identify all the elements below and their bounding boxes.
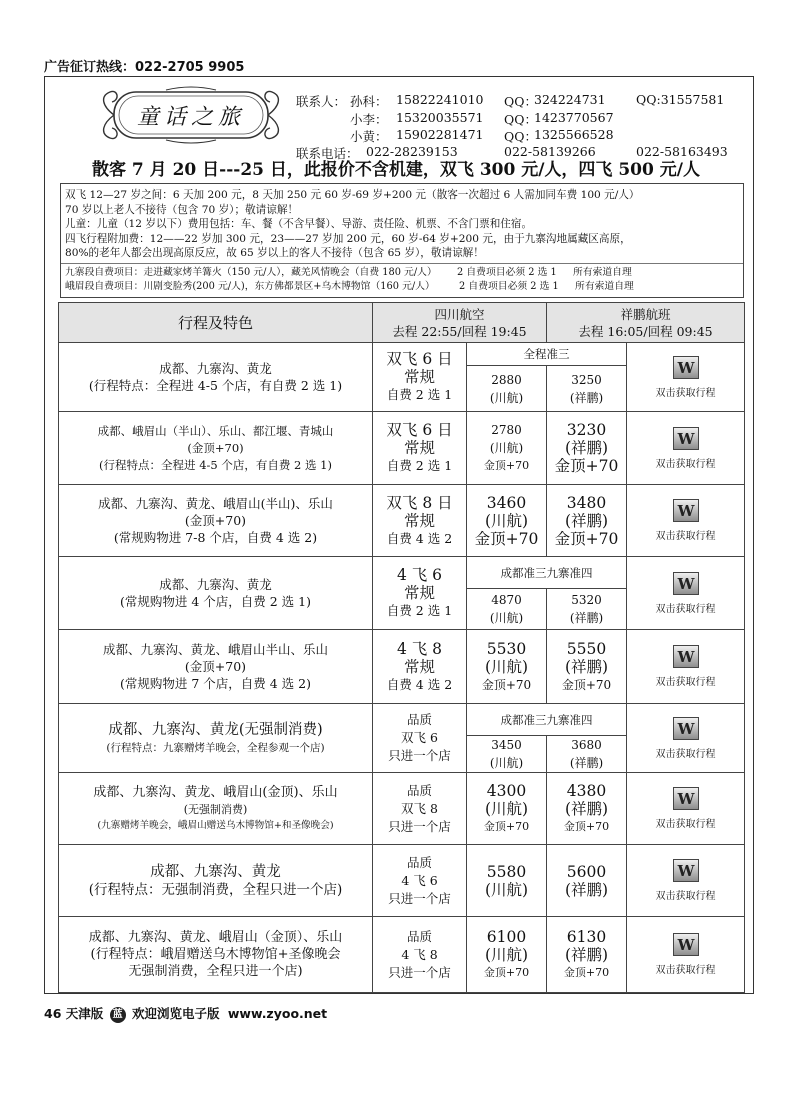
price-xiangpeng: 4380 (祥鹏) 金顶+70 (547, 773, 627, 845)
tour-type-cell (373, 343, 467, 412)
page-number: 46 天津版 (44, 1006, 104, 1021)
contact-name: 小黄： (350, 129, 388, 144)
table-row (59, 704, 745, 736)
hotel-standard: 成都准三九寨准四 (467, 557, 627, 589)
contact-name: 孙科： (350, 94, 388, 109)
itinerary-cell: 成都、九寨沟、黄龙、峨眉山（金顶）、乐山 (行程特点：峨眉赠送乌木博物馆+圣像晚会 无强制消费，全程只进一个店) (59, 917, 373, 993)
itinerary-cell: 成都、九寨沟、黄龙、峨眉山半山、乐山 (金顶+70) (常规购物进 7 个店，自费 4 选 2) (59, 630, 373, 704)
airline-name: 四川航空 (434, 306, 485, 322)
logo-text: 童话之旅 (136, 105, 245, 130)
page-footer (44, 1004, 327, 1023)
price-xiangpeng: 3480 (祥鹏) 金顶+70 (547, 485, 627, 557)
get-itinerary-button[interactable] (627, 343, 745, 412)
get-itinerary-button[interactable] (627, 557, 745, 630)
note-line: 儿童：儿童（12 岁以下）费用包括：车、餐（不含早餐）、导游、责任险、机票、不含门票和住宿。 (65, 218, 533, 231)
table-row (59, 917, 745, 993)
word-icon-letter: W (677, 429, 694, 448)
price-sichuan: 4870 (川航) (467, 589, 547, 630)
word-doc-icon (673, 933, 699, 956)
tour-type-cell: 品质 双飞 6 只进一个店 (373, 704, 467, 773)
price-xiangpeng: 6130 (祥鹏) 金顶+70 (547, 917, 627, 993)
tel-label: 联系电话： (296, 146, 359, 161)
tour-type-cell: 双飞 8 日 常规 自费 4 选 2 (373, 485, 467, 557)
table-row (59, 557, 745, 589)
table-row (59, 343, 745, 366)
itinerary-extra: (金顶+70) (187, 440, 244, 455)
itinerary-feature: (行程特点：全程进 4-5 个店，有自费 2 选 1) (88, 378, 343, 393)
price-xiangpeng: 3250 (祥鹏) (547, 366, 627, 412)
word-doc-icon (673, 427, 699, 450)
price-xiangpeng: 3230 (祥鹏) 金顶+70 (547, 412, 627, 485)
hotel-standard: 全程准三 (467, 343, 627, 366)
price-xiangpeng: 5550 (祥鹏) 金顶+70 (547, 630, 627, 704)
self-pay-text: 峨眉段自费项目：川剧变脸秀(200 元/人)，东方佛都景区+乌木博物馆（160 元/人） (65, 281, 435, 293)
tour-type-cell: 品质 双飞 8 只进一个店 (373, 773, 467, 845)
self-pay-cable: 所有索道自理 (575, 281, 634, 293)
price-sichuan: 2880 (川航) (467, 366, 547, 412)
price-sichuan: 4300 (川航) 金顶+70 (467, 773, 547, 845)
itinerary-table (58, 302, 745, 993)
price-xiangpeng: 5320 (祥鹏) (547, 589, 627, 630)
table-row (59, 485, 745, 557)
table-header-row (59, 303, 745, 343)
itinerary-cell: 成都、九寨沟、黄龙 (行程特点：无强制消费，全程只进一个店) (59, 845, 373, 917)
header-airline-sichuan (373, 303, 547, 343)
note-line: 70 岁以上老人不接待（包含 70 岁）；敬请谅解！ (65, 203, 299, 216)
header-airline-xiangpeng (547, 303, 745, 343)
table-row (59, 630, 745, 704)
contact-label: 联系人： (296, 94, 347, 109)
note-line: 80%的老年人都会出现高原反应，故 65 岁以上的客人不接待（包含 65 岁），敬请谅解！ (65, 247, 484, 260)
self-pay-line (65, 266, 739, 281)
word-doc-icon (673, 499, 699, 522)
price-xiangpeng: 5600 (祥鹏) (547, 845, 627, 917)
itinerary-cell: 成都、九寨沟、黄龙、峨眉山(半山)、乐山 (金顶+70) (常规购物进 7-8 个店，自费 4 选 2) (59, 485, 373, 557)
self-pay-cable: 所有索道自理 (572, 266, 632, 278)
itinerary-route: 成都、峨眉山（半山）、乐山、都江堰、青城山 (97, 423, 334, 438)
button-label: 双击获取行程 (655, 965, 716, 976)
qq-label: QQ： (504, 112, 537, 127)
word-icon-letter: W (677, 936, 694, 954)
ad-hotline: 广告征订热线：022-2705 9905 (44, 60, 245, 75)
itinerary-cell (59, 412, 373, 485)
button-label: 双击获取行程 (655, 387, 716, 399)
tour-type-cell: 品质 4 飞 8 只进一个店 (373, 917, 467, 993)
footer-url[interactable]: www.zyoo.net (227, 1006, 328, 1021)
price-sichuan: 2780 (川航) 金顶+70 (467, 412, 547, 485)
get-itinerary-button[interactable] (627, 704, 745, 773)
note-line: 双飞 12—27 岁之间：6 天加 200 元，8 天加 250 元 60 岁-69 岁+200 元（散客一次超过 6 人需加同车费 100 元/人） (65, 189, 640, 201)
airline-times: 去程 22:55/回程 19:45 (392, 323, 527, 339)
self-pay-text: 九寨段自费项目：走进藏家烤羊篝火（150 元/人），藏羌风情晚会（自费 180 元/人） (65, 266, 437, 278)
word-doc-icon (673, 859, 699, 882)
footer-text: 欢迎浏览电子版 (131, 1006, 220, 1021)
tel-number: 022-58139266 (504, 144, 596, 159)
table-row (59, 773, 745, 845)
word-doc-icon (673, 572, 699, 595)
button-label: 双击获取行程 (655, 603, 716, 615)
itinerary-cell: 成都、九寨沟、黄龙 (常规购物进 4 个店，自费 2 选 1) (59, 557, 373, 630)
tour-type-cell: 4 飞 8 常规 自费 4 选 2 (373, 630, 467, 704)
qq-label: QQ： (504, 129, 537, 144)
qq-number-extra: QQ:31557581 (636, 92, 725, 107)
itinerary-feature: (行程特点：全程进 4-5 个店，有自费 2 选 1) (99, 457, 332, 472)
airline-name: 祥鹏航班 (620, 306, 671, 322)
price-sichuan: 3450 (川航) (467, 736, 547, 773)
contact-phone: 15320035571 (396, 110, 484, 125)
itinerary-cell: 成都、九寨沟、黄龙(无强制消费) (行程特点：九寨赠烤羊晚会，全程参观一个店) (59, 704, 373, 773)
itinerary-cell (59, 343, 373, 412)
button-label: 双击获取行程 (655, 531, 716, 542)
tel-number: 022-28239153 (366, 144, 458, 159)
word-icon-letter: W (677, 790, 694, 808)
button-label: 双击获取行程 (655, 677, 716, 688)
self-pay-choice: 2 自费项目必须 2 选 1 (457, 266, 557, 278)
button-label: 双击获取行程 (655, 891, 716, 902)
word-icon-letter: W (677, 502, 694, 520)
tour-self-pay: 自费 2 选 1 (386, 387, 453, 402)
word-icon-letter: W (677, 862, 694, 880)
button-label: 双击获取行程 (655, 458, 716, 470)
tour-duration: 双飞 6 日 (386, 350, 453, 368)
itinerary-cell: 成都、九寨沟、黄龙、峨眉山(金顶)、乐山 (无强制消费) (九寨赠烤羊晚会，峨眉山赠送乌木博物馆+和圣像晚会) (59, 773, 373, 845)
divider (61, 263, 743, 264)
word-icon-letter: W (677, 574, 694, 593)
promo-banner: 散客 7 月 20 日---25 日，此报价不含机建，双飞 300 元/人，四飞 500 元/人 (92, 160, 700, 180)
price-sichuan: 5530 (川航) 金顶+70 (467, 630, 547, 704)
button-label: 双击获取行程 (655, 819, 716, 830)
word-icon-letter: W (677, 719, 694, 738)
contact-phone: 15902281471 (396, 127, 484, 142)
get-itinerary-button[interactable] (627, 485, 745, 557)
edition-badge-icon: 蓝 (110, 1007, 126, 1023)
self-pay-choice: 2 自费项目必须 2 选 1 (459, 281, 559, 293)
get-itinerary-button[interactable] (627, 845, 745, 917)
tel-number: 022-58163493 (636, 144, 728, 159)
table-row (59, 412, 745, 485)
get-itinerary-button[interactable] (627, 917, 745, 993)
table-row (59, 845, 745, 917)
contact-phone: 15822241010 (396, 92, 484, 107)
qq-number: 1325566528 (534, 127, 614, 142)
qq-number: 1423770567 (534, 110, 614, 125)
qq-number: 324224731 (534, 92, 606, 107)
header-itinerary: 行程及特色 (59, 303, 373, 343)
qq-label: QQ： (504, 94, 537, 109)
word-doc-icon (673, 717, 699, 740)
price-sichuan: 5580 (川航) (467, 845, 547, 917)
hotel-standard: 成都准三九寨准四 (467, 704, 627, 736)
itinerary-route: 成都、九寨沟、黄龙 (159, 361, 272, 376)
price-xiangpeng: 3680 (祥鹏) (547, 736, 627, 773)
note-line: 四飞行程附加费：12——22 岁加 300 元，23——27 岁加 200 元，60 岁-64 岁+200 元，由于九寨沟地属藏区高原， (65, 232, 631, 245)
word-icon-letter: W (677, 358, 694, 377)
notes-box (60, 183, 744, 298)
airline-times: 去程 16:05/回程 09:45 (578, 323, 713, 339)
get-itinerary-button[interactable] (627, 630, 745, 704)
word-doc-icon (673, 787, 699, 810)
tour-type-cell: 4 飞 6 常规 自费 2 选 1 (373, 557, 467, 630)
tour-type-cell: 品质 4 飞 6 只进一个店 (373, 845, 467, 917)
word-icon-letter: W (677, 648, 694, 666)
word-doc-icon (673, 645, 699, 668)
tour-class: 常规 (403, 368, 435, 386)
self-pay-line (65, 280, 739, 295)
contact-name: 小李： (350, 112, 388, 127)
button-label: 双击获取行程 (655, 748, 716, 760)
price-sichuan: 3460 (川航) 金顶+70 (467, 485, 547, 557)
word-doc-icon (673, 356, 699, 379)
get-itinerary-button[interactable] (627, 773, 745, 845)
brand-logo (96, 86, 286, 144)
get-itinerary-button[interactable] (627, 412, 745, 485)
tour-type-cell: 双飞 6 日 常规 自费 2 选 1 (373, 412, 467, 485)
price-sichuan: 6100 (川航) 金顶+70 (467, 917, 547, 993)
